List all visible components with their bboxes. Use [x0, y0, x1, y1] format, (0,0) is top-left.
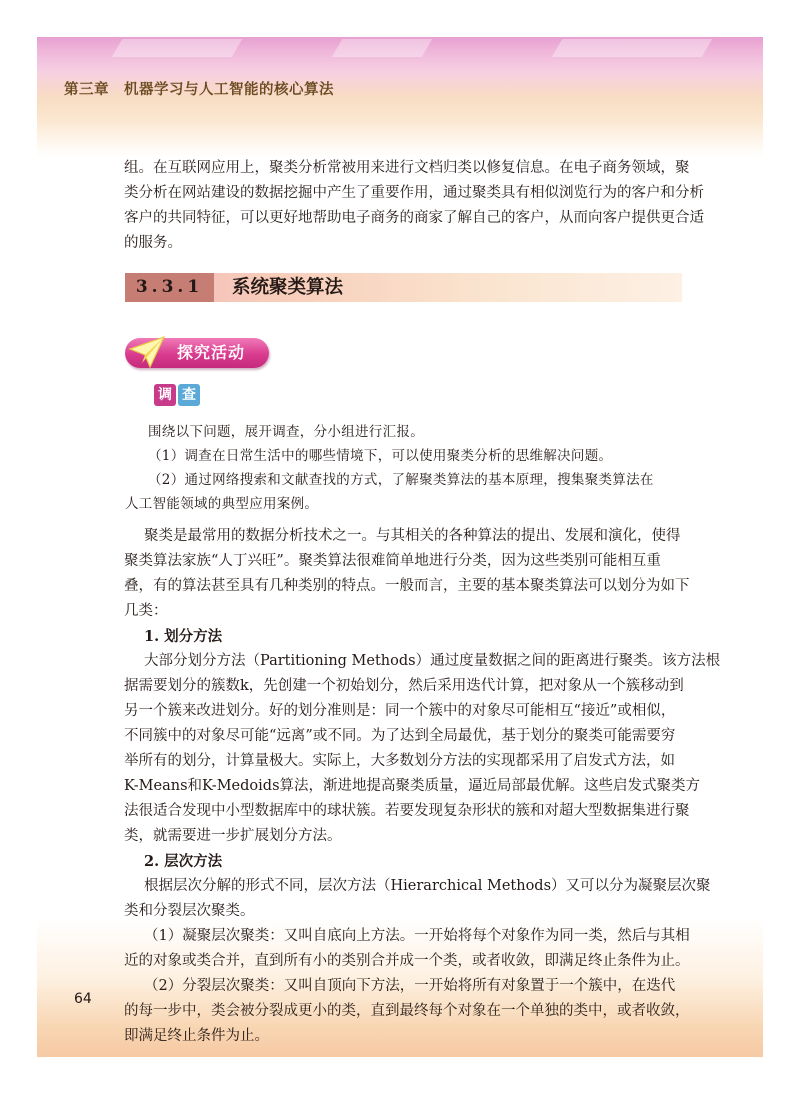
text-line: （1）调查在日常生活中的哪些情境下，可以使用聚类分析的思维解决问题。	[148, 448, 613, 464]
text-line: 类分析在网站建设的数据挖掘中产生了重要作用，通过聚类具有相似浏览行为的客户和分析	[124, 185, 704, 201]
activity-text	[125, 420, 654, 516]
header-streak	[552, 39, 712, 57]
section-number: 3.3.1	[125, 273, 214, 302]
intro-paragraph	[124, 156, 704, 256]
text-line: 不同簇中的对象尽可能“远离”或不同。为了达到全局最优，基于划分的聚类可能需要穷	[124, 728, 676, 744]
text-line: 聚类是最常用的数据分析技术之一。与其相关的各种算法的提出、发展和演化，使得	[144, 528, 681, 544]
tag-diao: 调	[154, 384, 176, 406]
page-number: 64	[74, 991, 92, 1007]
paper-plane-icon	[128, 335, 166, 369]
text-line: 法很适合发现中小型数据库中的球状簇。若要发现复杂形状的簇和对超大型数据集进行聚	[124, 803, 690, 819]
text-line: 类和分裂层次聚类。	[124, 903, 255, 919]
header-streak	[332, 39, 432, 57]
text-line: 叠，有的算法甚至具有几种类别的特点。一般而言，主要的基本聚类算法可以划分为如下	[124, 578, 690, 594]
chapter-title: 第三章 机器学习与人工智能的核心算法	[64, 82, 334, 98]
text-line: 类，就需要进一步扩展划分方法。	[124, 828, 342, 844]
text-line: （2）分裂层次聚类：又叫自顶向下方法，一开始将所有对象置于一个簇中，在迭代	[144, 978, 676, 994]
text-line: 聚类算法家族“人丁兴旺”。聚类算法很难简单地进行分类，因为这些类别可能相互重	[124, 553, 661, 569]
subsection-title: 1. 划分方法	[144, 628, 223, 645]
text-line: 客户的共同特征，可以更好地帮助电子商务的商家了解自己的客户，从而向客户提供更合适	[124, 210, 704, 226]
text-line: 根据层次分解的形式不同，层次方法（Hierarchical Methods）又可以分为凝聚层次聚	[144, 878, 711, 894]
text-line: 举所有的划分，计算量极大。实际上，大多数划分方法的实现都采用了启发式方法，如	[124, 753, 675, 769]
text-line: 近的对象或类合并，直到所有小的类别合并成一个类，或者收敛，即满足终止条件为止。	[124, 953, 690, 969]
text-line: 据需要划分的簇数k，先创建一个初始划分，然后采用迭代计算，把对象从一个簇移动到	[124, 678, 684, 694]
text-line: 几类：	[124, 603, 168, 619]
text-line: 的服务。	[124, 235, 182, 251]
subsection-paragraph	[124, 649, 720, 849]
activity-label: 探究活动	[177, 343, 246, 362]
text-line: K-Means和K-Medoids算法，渐进地提高聚类质量，逼近局部最优解。这些启发式聚类方	[124, 778, 701, 794]
text-line: （1）凝聚层次聚类：又叫自底向上方法。一开始将每个对象作为同一类，然后与其相	[144, 928, 690, 944]
text-line: 组。在互联网应用上，聚类分析常被用来进行文档归类以修复信息。在电子商务领域，聚	[124, 160, 690, 176]
tag-cha: 查	[178, 384, 200, 406]
subsection-paragraph	[124, 874, 711, 1049]
text-line: 即满足终止条件为止。	[124, 1028, 269, 1044]
text-line: （2）通过网络搜索和文献查找的方式，了解聚类算法的基本原理，搜集聚类算法在	[148, 472, 654, 488]
text-line: 另一个簇来改进划分。好的划分准则是：同一个簇中的对象尽可能相互“接近”或相似，	[124, 703, 676, 719]
section-title: 系统聚类算法	[232, 277, 344, 298]
textbook-page	[37, 37, 763, 1057]
body-paragraph	[124, 524, 690, 624]
text-line: 的每一步中，类会被分裂成更小的类，直到最终每个对象在一个单独的类中，或者收敛，	[124, 1003, 690, 1019]
subsection-title: 2. 层次方法	[144, 853, 223, 870]
text-line: 人工智能领域的典型应用案例。	[125, 496, 319, 512]
text-line: 大部分划分方法（Partitioning Methods）通过度量数据之间的距离进行聚类。该方法根	[144, 653, 721, 669]
text-line: 围绕以下问题，展开调查，分小组进行汇报。	[148, 424, 424, 440]
header-streak	[112, 39, 242, 57]
